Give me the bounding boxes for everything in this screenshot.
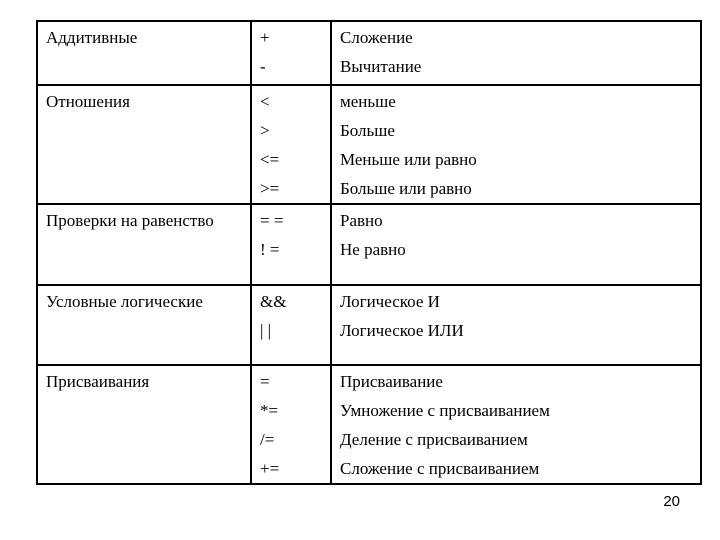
operator-symbol: <= [260,150,280,169]
operator-symbol: - [260,57,266,76]
operator-cell [251,285,331,365]
operator-symbol: = = [260,211,284,230]
operator-symbol: && [260,292,287,311]
operator-description: Логическое И [340,292,440,311]
operator-symbol: *= [260,401,279,420]
table-row [37,21,701,85]
category-cell [37,285,251,365]
operator-description: Умножение с присваиванием [340,401,550,420]
category-label: Присваивания [46,372,150,391]
operator-cell [251,85,331,204]
operator-description: Меньше или равно [340,150,477,169]
operator-cell [251,204,331,285]
table-row [37,365,701,484]
category-label: Отношения [46,92,130,111]
operator-symbol: < [260,92,270,111]
operator-symbol: ! = [260,240,280,259]
operator-cell [251,365,331,484]
operator-description: Логическое ИЛИ [340,321,464,340]
operator-description: Присваивание [340,372,443,391]
operator-symbol: > [260,121,270,140]
operator-symbol: >= [260,179,280,198]
table-row [37,285,701,365]
table-row [37,85,701,204]
category-label: Аддитивные [46,28,138,47]
operator-cell [251,21,331,85]
category-cell [37,365,251,484]
category-label: Условные логические [46,292,203,311]
description-cell [331,21,701,85]
category-cell [37,21,251,85]
category-label: Проверки на равенство [46,211,214,230]
operator-description: меньше [340,92,396,111]
table-row [37,204,701,285]
description-cell [331,285,701,365]
operator-symbol: | | [260,321,272,340]
operator-description: Больше [340,121,395,140]
page-number: 20 [663,493,680,510]
operator-description: Сложение с присваиванием [340,459,540,478]
operator-symbol: /= [260,430,275,449]
description-cell [331,365,701,484]
operator-description: Сложение [340,28,413,47]
category-cell [37,85,251,204]
operator-symbol: += [260,459,280,478]
operator-description: Деление с присваиванием [340,430,528,449]
category-cell [37,204,251,285]
operator-symbol: = [260,372,270,391]
description-cell [331,204,701,285]
operator-description: Больше или равно [340,179,472,198]
operator-description: Равно [340,211,383,230]
operator-description: Вычитание [340,57,422,76]
operators-table [36,20,702,485]
operator-symbol: + [260,28,270,47]
operator-description: Не равно [340,240,406,259]
description-cell [331,85,701,204]
